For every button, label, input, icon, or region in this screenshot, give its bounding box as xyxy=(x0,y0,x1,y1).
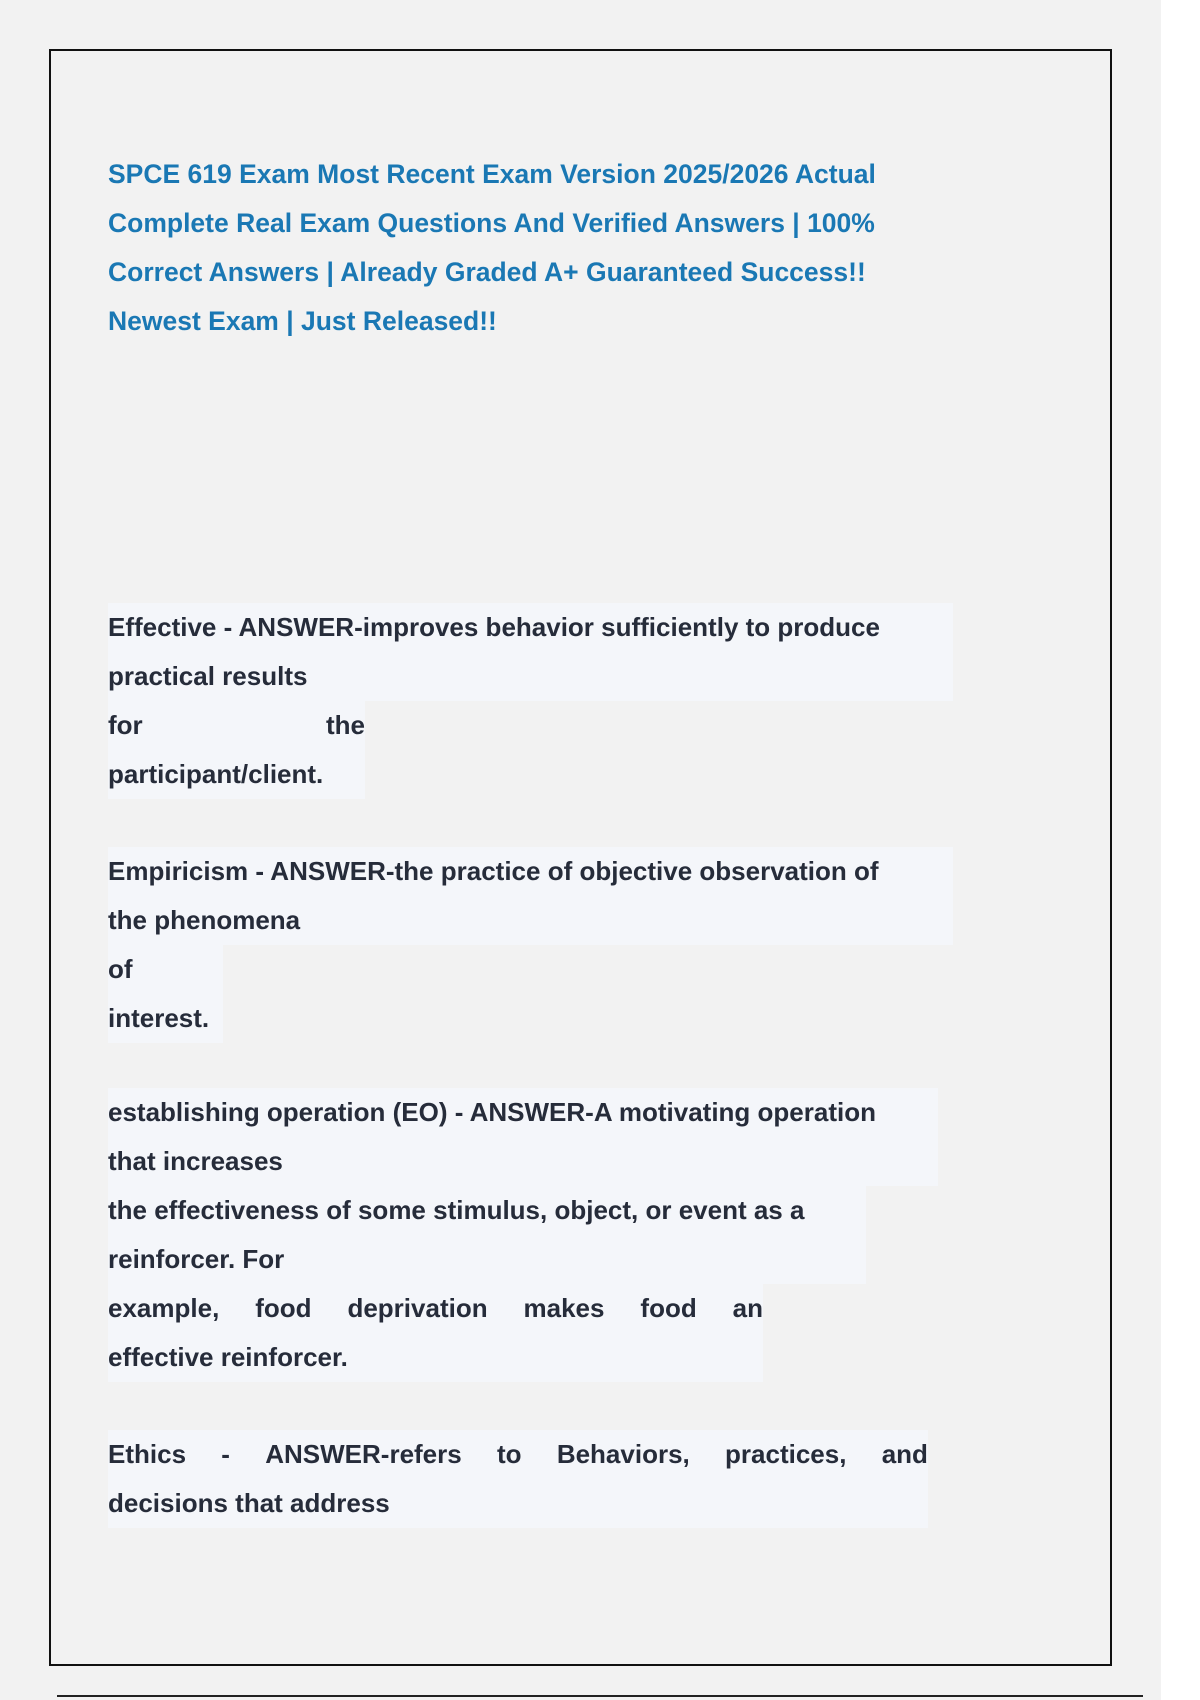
entry-empiricism-continued xyxy=(108,945,223,1043)
page-edge-strip xyxy=(1161,0,1200,1700)
entry-line: Empiricism - ANSWER-the practice of objective observation of xyxy=(108,847,953,896)
entry-line: the phenomena xyxy=(108,896,953,945)
entry-word: and xyxy=(881,1439,928,1469)
entry-word: practices, xyxy=(725,1439,847,1469)
entry-empiricism xyxy=(108,847,953,945)
document-title: SPCE 619 Exam Most Recent Exam Version 2025/2026 Actual Complete Real Exam Questions And Verified Answers | 100% Correct Answers | Already Graded A+ Guaranteed Success!! Newest Exam | Just Released!! xyxy=(108,159,876,336)
entry-establishing-operation-example xyxy=(108,1284,763,1382)
entry-word: to xyxy=(497,1439,522,1469)
entry-line: that increases xyxy=(108,1137,938,1186)
entry-line: of xyxy=(108,945,223,994)
entry-effective xyxy=(108,603,953,701)
entry-line: interest. xyxy=(108,994,223,1043)
entry-word: food xyxy=(255,1293,312,1323)
entry-word: food xyxy=(640,1293,697,1323)
entry-line: reinforcer. For xyxy=(108,1235,866,1284)
entry-line: effective reinforcer. xyxy=(108,1333,763,1382)
entry-line: practical results xyxy=(108,652,953,701)
entry-line: establishing operation (EO) - ANSWER-A motivating operation xyxy=(108,1088,938,1137)
entry-establishing-operation-continued xyxy=(108,1186,866,1284)
entry-line xyxy=(108,701,365,750)
entry-word: ANSWER-refers xyxy=(265,1439,462,1469)
entry-line: Effective - ANSWER-improves behavior sufficiently to produce xyxy=(108,603,953,652)
entry-word: example, xyxy=(108,1293,220,1323)
entry-word: the xyxy=(326,710,365,740)
entry-word: Behaviors, xyxy=(556,1439,690,1469)
entry-word: Ethics xyxy=(108,1439,187,1469)
entry-line: decisions that address xyxy=(108,1479,928,1528)
entry-line: participant/client. xyxy=(108,750,365,799)
entry-word: an xyxy=(732,1293,763,1323)
entry-word: deprivation xyxy=(347,1293,488,1323)
entry-word: makes xyxy=(523,1293,605,1323)
entry-line xyxy=(108,1430,928,1479)
entry-ethics xyxy=(108,1430,928,1528)
entry-line: the effectiveness of some stimulus, object, or event as a xyxy=(108,1186,866,1235)
entry-word: for xyxy=(108,710,143,740)
entry-line xyxy=(108,1284,763,1333)
entry-effective-continued xyxy=(108,701,365,799)
bottom-rule xyxy=(57,1695,1143,1697)
entry-word: - xyxy=(221,1439,230,1469)
entry-establishing-operation xyxy=(108,1088,938,1186)
